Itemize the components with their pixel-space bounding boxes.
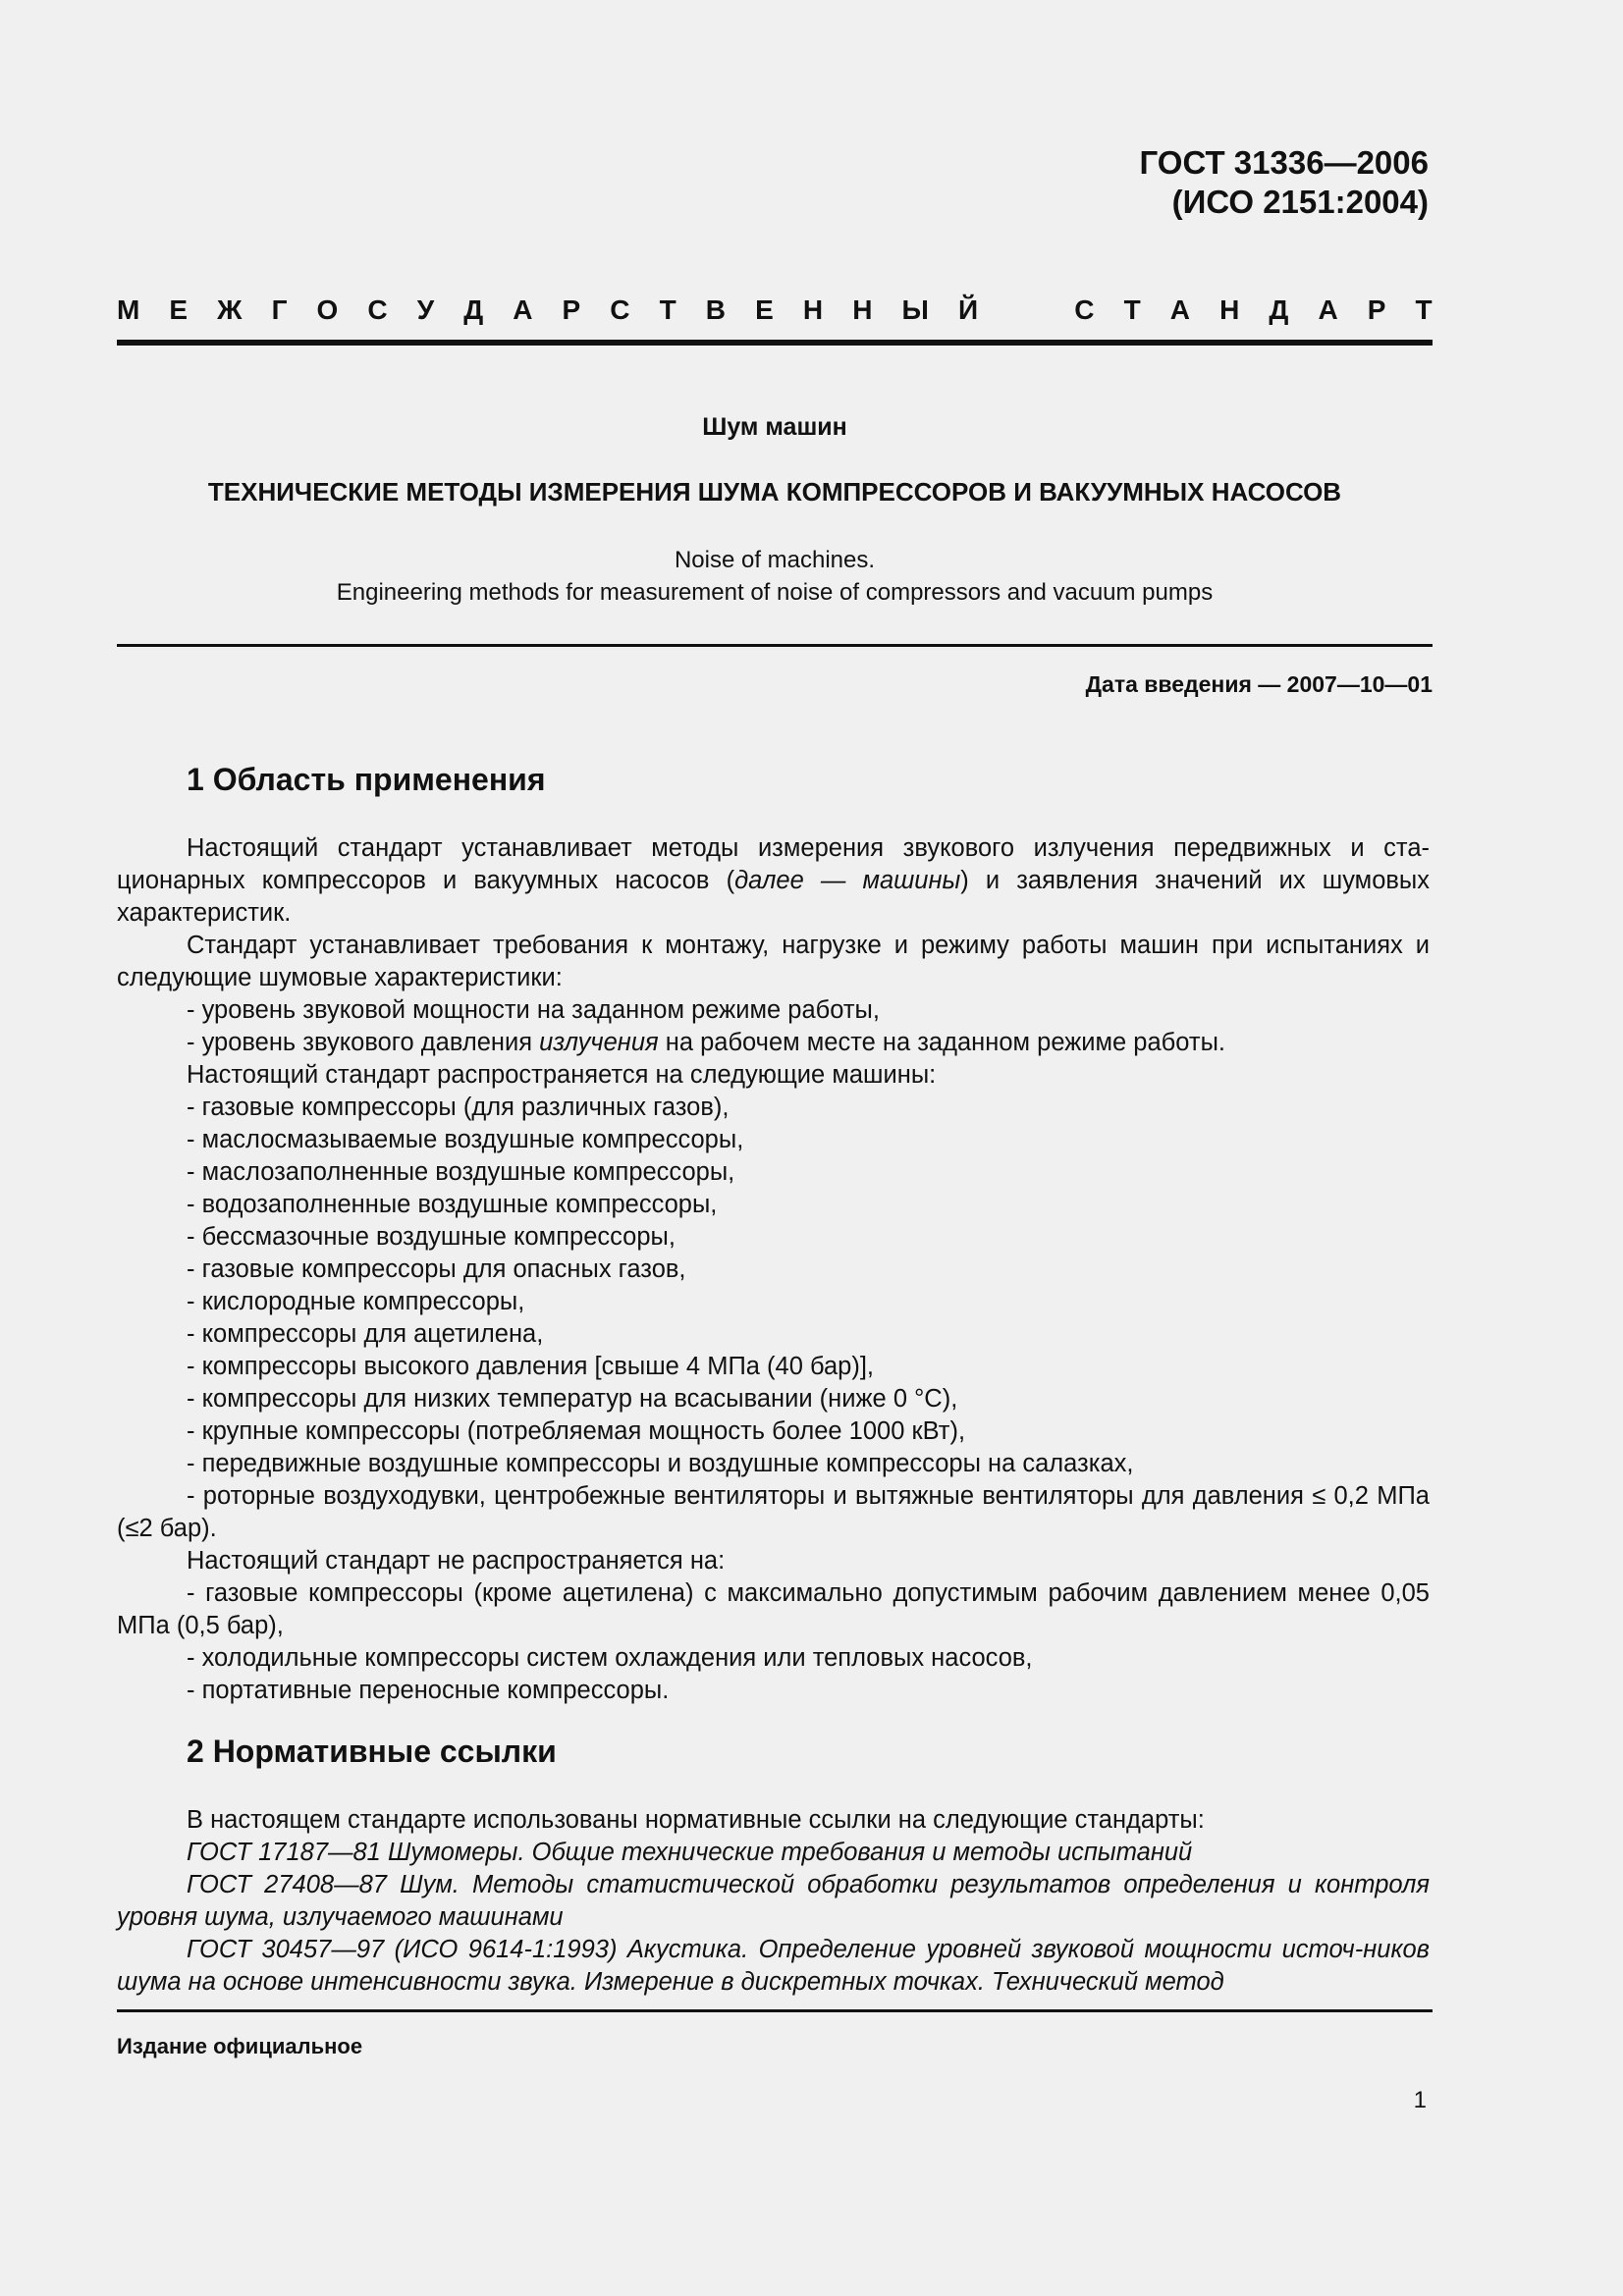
list-item: - компрессоры для ацетилена, (187, 1320, 544, 1348)
list-item: - водозаполненные воздушные компрессоры, (187, 1191, 718, 1218)
list-item: - крупные компрессоры (потребляемая мощность более 1000 кВт), (187, 1417, 966, 1445)
english-title (117, 544, 1433, 609)
gost-number: ГОСТ 31336—2006 (1139, 144, 1429, 181)
reference-item: ГОСТ 27408—87 Шум. Методы статистической обработки результатов определения и контроля уровня шума, излучаемого машинами (117, 1871, 1430, 1931)
banner-letter: Т (1123, 294, 1141, 325)
banner-letter: С (1074, 294, 1095, 325)
banner-letter: А (1318, 294, 1338, 325)
document-code (1140, 143, 1429, 222)
section-2-body (117, 1804, 1430, 1999)
banner-letter: С (367, 294, 388, 325)
intro-date: Дата введения — 2007—10—01 (1085, 671, 1433, 697)
paragraph: Настоящий стандарт устанавливает методы измерения звукового излучения передвижных и ста-ционарных компрессоров и вакуумных насосов (далее — машины) и заявления значений их шумовых характеристик. (117, 834, 1431, 927)
paragraph: Стандарт устанавливает требования к монтажу, нагрузке и режиму работы машин при испытаниях и следующие шумовые характеристики: (117, 932, 1430, 991)
paragraph: Настоящий стандарт распространяется на следующие машины: (187, 1061, 937, 1089)
list-item: - маслозаполненные воздушные компрессоры, (187, 1158, 735, 1186)
list-item: - холодильные компрессоры систем охлаждения или тепловых насосов, (187, 1644, 1033, 1672)
document-subtitle: Шум машин (702, 413, 847, 441)
paragraph: Настоящий стандарт не распространяется на: (187, 1547, 726, 1575)
banner-letter: Н (852, 294, 873, 325)
reference-item: ГОСТ 17187—81 Шумомеры. Общие технические требования и методы испытаний (187, 1839, 1193, 1866)
banner-word-gap (1007, 294, 1045, 326)
banner-letter: Е (755, 294, 774, 325)
page-number: 1 (1413, 2087, 1427, 2113)
list-item: - газовые компрессоры (для различных газов), (187, 1094, 730, 1121)
banner-letter: Т (659, 294, 676, 325)
section-1-body (117, 832, 1430, 1707)
list-item: - уровень звукового давления излучения на рабочем месте на заданном режиме работы. (187, 1029, 1225, 1056)
list-item: - роторные воздуходувки, центробежные вентиляторы и вытяжные вентиляторы для давления ≤ 0,2 МПа (≤2 бар). (117, 1482, 1430, 1542)
title-rule (117, 644, 1433, 647)
banner-letter: Д (463, 294, 484, 325)
english-title-line-1: Noise of machines. (674, 547, 876, 573)
banner-letter: Й (958, 294, 979, 325)
banner-letter: У (416, 294, 435, 325)
banner-letter: А (513, 294, 533, 325)
list-item: - уровень звуковой мощности на заданном режиме работы, (187, 996, 880, 1024)
edition-label: Издание официальное (117, 2034, 363, 2058)
document-title: ТЕХНИЧЕСКИЕ МЕТОДЫ ИЗМЕРЕНИЯ ШУМА КОМПРЕССОРОВ И ВАКУУМНЫХ НАСОСОВ (207, 477, 1342, 507)
banner-letter: Н (802, 294, 824, 325)
banner-letter: А (1169, 294, 1191, 325)
banner-letter: Р (1367, 294, 1386, 325)
paragraph: В настоящем стандарте использованы нормативные ссылки на следующие стандарты: (187, 1806, 1205, 1834)
section-1-heading: 1 Область применения (187, 762, 546, 797)
list-item: - газовые компрессоры для опасных газов, (187, 1255, 686, 1283)
iso-number: (ИСО 2151:2004) (1171, 184, 1429, 220)
banner-letter: О (316, 294, 339, 325)
list-item: - маслосмазываемые воздушные компрессоры, (187, 1126, 744, 1153)
list-item: - компрессоры для низких температур на всасывании (ниже 0 °С), (187, 1385, 958, 1413)
banner-letter: Ы (901, 294, 929, 325)
reference-item: ГОСТ 30457—97 (ИСО 9614-1:1993) Акустика. Определение уровней звуковой мощности источ-ников шума на основе интенсивности звука. Измерение в дискретных точках. Технический метод (117, 1936, 1430, 1996)
banner-letter: С (610, 294, 630, 325)
banner-letter: В (705, 294, 727, 325)
banner-letter: Д (1269, 294, 1289, 325)
section-2-heading: 2 Нормативные ссылки (187, 1734, 557, 1769)
list-item: - бессмазочные воздушные компрессоры, (187, 1223, 676, 1251)
banner-letter: Е (169, 294, 189, 325)
footer-rule (117, 2009, 1433, 2012)
banner-letter: Т (1415, 294, 1433, 325)
banner-letter: Р (562, 294, 581, 325)
banner-letter: Н (1219, 294, 1240, 325)
banner-letter: М (117, 294, 140, 325)
list-item: - портативные переносные компрессоры. (187, 1677, 670, 1704)
list-item: - кислородные компрессоры, (187, 1288, 525, 1315)
list-item: - компрессоры высокого давления [свыше 4 МПа (40 бар)], (187, 1353, 875, 1380)
standard-type-banner (117, 294, 1433, 326)
banner-rule (117, 340, 1433, 346)
list-item: - газовые компрессоры (кроме ацетилена) с максимально допустимым рабочим давлением менее 0,05 МПа (0,5 бар), (117, 1579, 1430, 1639)
banner-letter: Г (271, 294, 288, 325)
banner-letter: Ж (217, 294, 243, 325)
english-title-line-2: Engineering methods for measurement of noise of compressors and vacuum pumps (336, 579, 1214, 606)
list-item: - передвижные воздушные компрессоры и воздушные компрессоры на салазках, (187, 1450, 1134, 1477)
